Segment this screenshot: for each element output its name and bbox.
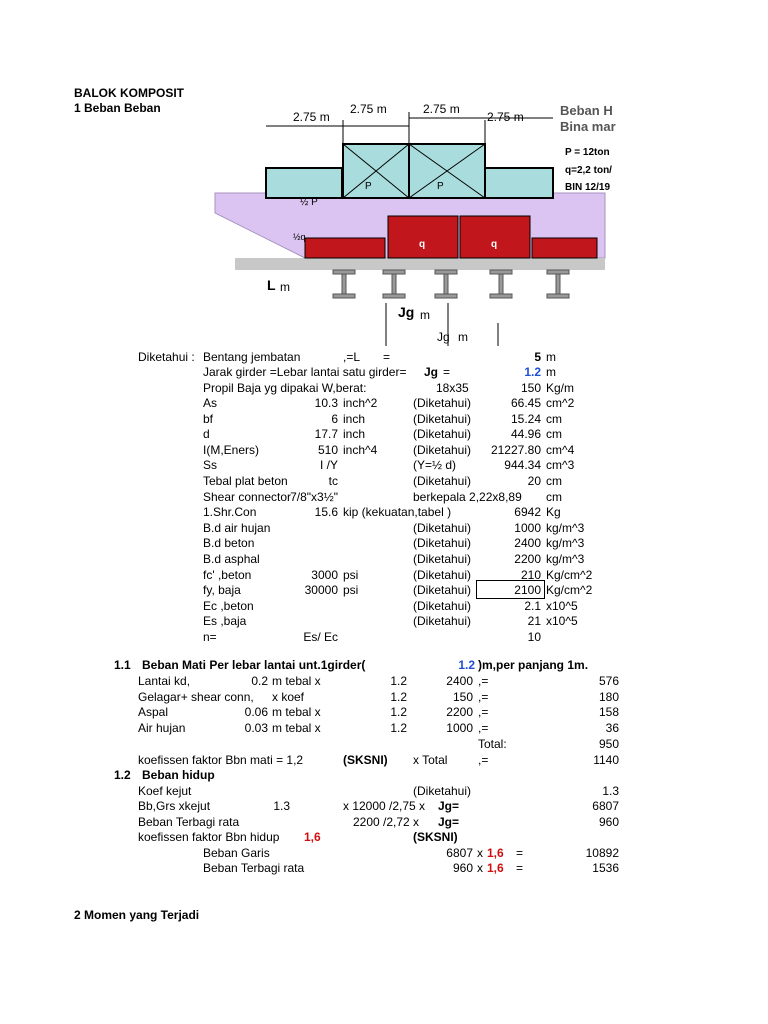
s12-bb-label: Bb,Grs xkejut bbox=[138, 799, 211, 813]
diketahui-row-label: I(M,Eners) bbox=[203, 443, 260, 457]
s11-row-u1: m tebal x bbox=[272, 674, 321, 688]
s12-kejut-label: Koef kejut bbox=[138, 784, 192, 798]
s12-bg-result: 10892 bbox=[585, 846, 619, 860]
s11-koef-value: 1140 bbox=[593, 753, 619, 767]
s12-bg-eq: = bbox=[516, 846, 524, 860]
s12-btr-expr: 2200 /2,72 x bbox=[353, 815, 420, 829]
diketahui-row-v1: 30000 bbox=[304, 583, 338, 597]
s12-bb-value: 6807 bbox=[592, 799, 619, 813]
s11-row-jg: 1.2 bbox=[390, 674, 407, 688]
dim-label-1: 2.75 m bbox=[293, 110, 330, 124]
diketahui-row-u2: kg/m^3 bbox=[546, 521, 585, 535]
diketahui-row-u1: inch^4 bbox=[343, 443, 378, 457]
diketahui-row-note: (Diketahui) bbox=[413, 552, 472, 566]
s12-bb-v1: 1.3 bbox=[273, 799, 290, 813]
s11-row-eq: ,= bbox=[478, 721, 489, 735]
diketahui-row-u2: Kg/cm^2 bbox=[546, 568, 593, 582]
s11-row-v2: 2200 bbox=[446, 705, 473, 719]
diketahui-row-v1: 7/8"x3½" bbox=[290, 490, 338, 504]
label-q-1: q bbox=[419, 239, 426, 250]
diketahui-row-v1: 6 bbox=[331, 412, 338, 426]
half-q-block bbox=[305, 238, 385, 258]
diketahui-row-v2: 2100 bbox=[514, 583, 541, 597]
diketahui-row-v2: 44.96 bbox=[510, 427, 541, 441]
diketahui-row-v2: 944.34 bbox=[504, 458, 541, 472]
s11-title: Beban Mati Per lebar lantai unt.1girder( bbox=[142, 658, 366, 672]
s11-row-eq: ,= bbox=[478, 690, 489, 704]
propil-size: 18x35 bbox=[436, 381, 469, 395]
dim-label-2: 2.75 m bbox=[350, 102, 387, 116]
dim-label-3: 2.75 m bbox=[423, 102, 460, 116]
diketahui-row-note: (Diketahui) bbox=[413, 412, 472, 426]
side-bin: BIN 12/19 bbox=[565, 182, 611, 193]
side-p: P = 12ton bbox=[565, 147, 610, 158]
diketahui-row-label: As bbox=[203, 396, 218, 410]
s11-row-v1: 0.2 bbox=[251, 674, 268, 688]
diketahui-row-u2: kg/m^3 bbox=[546, 552, 585, 566]
side-title-1: Beban H bbox=[560, 103, 613, 118]
diketahui-prefix: Diketahui : bbox=[138, 350, 195, 364]
diketahui-row-v2: 210 bbox=[520, 568, 541, 582]
s12-bt-red: 1,6 bbox=[487, 861, 504, 875]
diketahui-row-v2: 10 bbox=[527, 630, 541, 644]
diketahui-row-label: d bbox=[203, 427, 210, 441]
propil-value: 150 bbox=[520, 381, 541, 395]
diketahui-row-note: (Y=½ d) bbox=[413, 458, 457, 472]
diketahui-row-u2: cm bbox=[546, 427, 562, 441]
s11-row-label: Gelagar+ shear conn, bbox=[138, 690, 254, 704]
bentang-eq2: = bbox=[383, 350, 391, 364]
diketahui-row-v2: 1000 bbox=[514, 521, 541, 535]
diketahui-row-v2: 15.24 bbox=[510, 412, 541, 426]
jarak-label: Jarak girder =Lebar lantai satu girder= bbox=[203, 365, 407, 379]
propil-unit: Kg/m bbox=[546, 381, 575, 395]
s11-row-jg: 1.2 bbox=[390, 690, 407, 704]
diketahui-row-note: (Diketahui) bbox=[413, 396, 472, 410]
s12-bt-label: Beban Terbagi rata bbox=[203, 861, 305, 875]
diketahui-row-note: (Diketahui) bbox=[413, 568, 472, 582]
s12-koefh-label: koefissen faktor Bbn hidup bbox=[138, 830, 280, 844]
label-p-1: P bbox=[365, 181, 372, 192]
diketahui-row-v2: 2400 bbox=[514, 536, 541, 550]
s11-row-label: Air hujan bbox=[138, 721, 186, 735]
diketahui-row-label: Shear connector bbox=[203, 490, 292, 504]
diketahui-row-note: (Diketahui) bbox=[413, 614, 472, 628]
s12-bt-v: 960 bbox=[452, 861, 473, 875]
girders-group bbox=[333, 270, 569, 298]
diketahui-row-note: (Diketahui) bbox=[413, 443, 472, 457]
s12-bb-expr: x 12000 /2,75 x bbox=[343, 799, 426, 813]
diketahui-row-u2: cm bbox=[546, 490, 562, 504]
diketahui-row-u2: cm^2 bbox=[546, 396, 575, 410]
diketahui-row-v1: 15.6 bbox=[314, 505, 338, 519]
s11-koef-xtotal: x Total bbox=[413, 753, 448, 767]
s11-koef-label: koefissen faktor Bbn mati = 1,2 bbox=[138, 753, 304, 767]
s12-btr-label: Beban Terbagi rata bbox=[138, 815, 240, 829]
s11-total-label: Total: bbox=[478, 737, 507, 751]
s12-bg-x: x bbox=[477, 846, 483, 860]
s12-title: Beban hidup bbox=[142, 768, 215, 782]
label-jg-2-unit: m bbox=[458, 330, 468, 344]
diketahui-row-u2: cm^3 bbox=[546, 458, 575, 472]
s12-bg-label: Beban Garis bbox=[203, 846, 270, 860]
s12-koefh-red: 1,6 bbox=[304, 830, 321, 844]
diketahui-row-v2: 21227.80 bbox=[490, 443, 541, 457]
label-p-2: P bbox=[437, 181, 444, 192]
s12-kejut-note: (Diketahui) bbox=[413, 784, 472, 798]
page-title: BALOK KOMPOSIT bbox=[74, 86, 184, 100]
diketahui-row-v1: 17.7 bbox=[314, 427, 338, 441]
diketahui-row-v2: 20 bbox=[527, 474, 541, 488]
s11-title-end: )m,per panjang 1m. bbox=[478, 658, 589, 672]
s11-row-v1: 0.06 bbox=[244, 705, 268, 719]
label-q-2: q bbox=[491, 239, 498, 250]
half-p-block-right bbox=[485, 168, 553, 198]
label-jg-2: Jg bbox=[437, 330, 450, 344]
diketahui-row-label: Tebal plat beton bbox=[203, 474, 288, 488]
s12-kejut-value: 1.3 bbox=[602, 784, 619, 798]
s11-row-v1: 0.03 bbox=[244, 721, 268, 735]
diketahui-row-u2: cm^4 bbox=[546, 443, 575, 457]
diketahui-row-label: bf bbox=[203, 412, 214, 426]
diketahui-row-label: Ss bbox=[203, 458, 218, 472]
s11-row-u1: x koef bbox=[272, 690, 305, 704]
s11-row-v2: 150 bbox=[452, 690, 473, 704]
diketahui-row-u2: Kg/cm^2 bbox=[546, 583, 593, 597]
diketahui-row-u1: psi bbox=[343, 568, 359, 582]
diketahui-row-u2: x10^5 bbox=[546, 599, 578, 613]
s11-row-jg: 1.2 bbox=[390, 705, 407, 719]
deck-edge-shape bbox=[235, 258, 605, 270]
label-L: L bbox=[267, 277, 276, 293]
bridge-diagram-svg bbox=[205, 98, 625, 348]
s11-koef-eq: ,= bbox=[478, 753, 489, 767]
s11-total-value: 950 bbox=[598, 737, 619, 751]
label-L-unit: m bbox=[280, 280, 290, 294]
diketahui-row-v2: 6942 bbox=[514, 505, 541, 519]
s11-row-res: 36 bbox=[605, 721, 619, 735]
diketahui-row-u2: x10^5 bbox=[546, 614, 578, 628]
half-q-block-2 bbox=[532, 238, 597, 258]
s12-bt-eq: = bbox=[516, 861, 524, 875]
bentang-label: Bentang jembatan bbox=[203, 350, 301, 364]
label-jg-1-unit: m bbox=[420, 308, 430, 322]
diketahui-row-label: B.d beton bbox=[203, 536, 255, 550]
jarak-eq: = bbox=[443, 365, 451, 379]
s11-row-u1: m tebal x bbox=[272, 721, 321, 735]
diketahui-row-v2: 66.45 bbox=[510, 396, 541, 410]
dim-label-4: 2.75 m bbox=[487, 110, 524, 124]
s12-btr-jg: Jg= bbox=[438, 815, 460, 829]
diketahui-row-label: fc' ,beton bbox=[203, 568, 252, 582]
half-p-block-left bbox=[266, 168, 342, 198]
diketahui-row-v2: 2200 bbox=[514, 552, 541, 566]
bentang-unit: m bbox=[546, 350, 556, 364]
diketahui-row-u2: cm bbox=[546, 412, 562, 426]
diketahui-row-v1: 3000 bbox=[311, 568, 338, 582]
label-half-q: ½q bbox=[293, 232, 306, 242]
s11-row-u1: m tebal x bbox=[272, 705, 321, 719]
s11-row-eq: ,= bbox=[478, 674, 489, 688]
s12-bg-red: 1,6 bbox=[487, 846, 504, 860]
s11-row-res: 576 bbox=[598, 674, 619, 688]
diketahui-row-note: berkepala 2,22x8,89 bbox=[413, 490, 522, 504]
diketahui-row-u1: psi bbox=[343, 583, 359, 597]
s12-bt-result: 1536 bbox=[592, 861, 619, 875]
s12-bt-x: x bbox=[477, 861, 483, 875]
bridge-load-diagram bbox=[205, 98, 625, 348]
diketahui-row-u1: inch bbox=[343, 427, 366, 441]
diketahui-row-note: (Diketahui) bbox=[413, 521, 472, 535]
diketahui-row-note: (Diketahui) bbox=[413, 427, 472, 441]
s11-row-label: Aspal bbox=[138, 705, 169, 719]
diketahui-row-v1: 10.3 bbox=[314, 396, 338, 410]
jarak-jg: Jg bbox=[424, 365, 439, 379]
propil-label: Propil Baja yg dipakai W,berat: bbox=[203, 381, 367, 395]
s11-row-label: Lantai kd, bbox=[138, 674, 191, 688]
bentang-eq: ,=L bbox=[343, 350, 361, 364]
diketahui-row-label: B.d asphal bbox=[203, 552, 260, 566]
diketahui-row-u1: kip (kekuatan,tabel ) bbox=[343, 505, 452, 519]
s11-koef-sksni: (SKSNI) bbox=[343, 753, 388, 767]
diketahui-row-note: (Diketahui) bbox=[413, 536, 472, 550]
side-q: q=2,2 ton/ bbox=[565, 165, 612, 176]
diketahui-row-u1: inch bbox=[343, 412, 366, 426]
diketahui-row-note: (Diketahui) bbox=[413, 474, 472, 488]
s12-koefh-sksni: (SKSNI) bbox=[413, 830, 458, 844]
s11-row-v2: 2400 bbox=[446, 674, 473, 688]
s11-row-jg: 1.2 bbox=[390, 721, 407, 735]
side-title-2: Bina mar bbox=[560, 119, 616, 134]
diketahui-row-label: n= bbox=[203, 630, 217, 644]
section-2-title: 2 Momen yang Terjadi bbox=[74, 908, 200, 922]
diketahui-row-label: Ec ,beton bbox=[203, 599, 254, 613]
jarak-value: 1.2 bbox=[524, 365, 541, 379]
s11-row-v2: 1000 bbox=[446, 721, 473, 735]
diketahui-row-u2: Kg bbox=[546, 505, 561, 519]
diketahui-row-v1: tc bbox=[328, 474, 338, 488]
diketahui-row-label: B.d air hujan bbox=[203, 521, 271, 535]
s11-row-eq: ,= bbox=[478, 705, 489, 719]
diketahui-row-v1: 510 bbox=[317, 443, 338, 457]
diketahui-row-note: (Diketahui) bbox=[413, 599, 472, 613]
diketahui-row-v1: Es/ Ec bbox=[303, 630, 338, 644]
diketahui-row-label: fy, baja bbox=[203, 583, 241, 597]
s11-row-res: 180 bbox=[598, 690, 619, 704]
s12-number: 1.2 bbox=[114, 768, 131, 782]
s12-btr-value: 960 bbox=[598, 815, 619, 829]
s12-bg-v: 6807 bbox=[446, 846, 473, 860]
diketahui-row-v2: 21 bbox=[527, 614, 541, 628]
diketahui-row-v2: 2.1 bbox=[524, 599, 541, 613]
bentang-value: 5 bbox=[534, 350, 541, 364]
label-half-p: ½ P bbox=[300, 197, 318, 208]
s12-bb-jg: Jg= bbox=[438, 799, 460, 813]
fy-highlight-box bbox=[476, 580, 545, 599]
s11-row-res: 158 bbox=[598, 705, 619, 719]
s11-jg: 1.2 bbox=[458, 658, 475, 672]
diketahui-row-u1: inch^2 bbox=[343, 396, 378, 410]
s11-number: 1.1 bbox=[114, 658, 131, 672]
label-jg-1: Jg bbox=[398, 304, 415, 320]
diketahui-row-v1: I /Y bbox=[319, 458, 338, 472]
jarak-unit: m bbox=[546, 365, 556, 379]
diketahui-row-label: Es ,baja bbox=[203, 614, 247, 628]
diketahui-row-note: (Diketahui) bbox=[413, 583, 472, 597]
diketahui-row-u2: kg/m^3 bbox=[546, 536, 585, 550]
diketahui-row-label: 1.Shr.Con bbox=[203, 505, 257, 519]
section-1-title: 1 Beban Beban bbox=[74, 101, 161, 115]
diketahui-row-u2: cm bbox=[546, 474, 562, 488]
